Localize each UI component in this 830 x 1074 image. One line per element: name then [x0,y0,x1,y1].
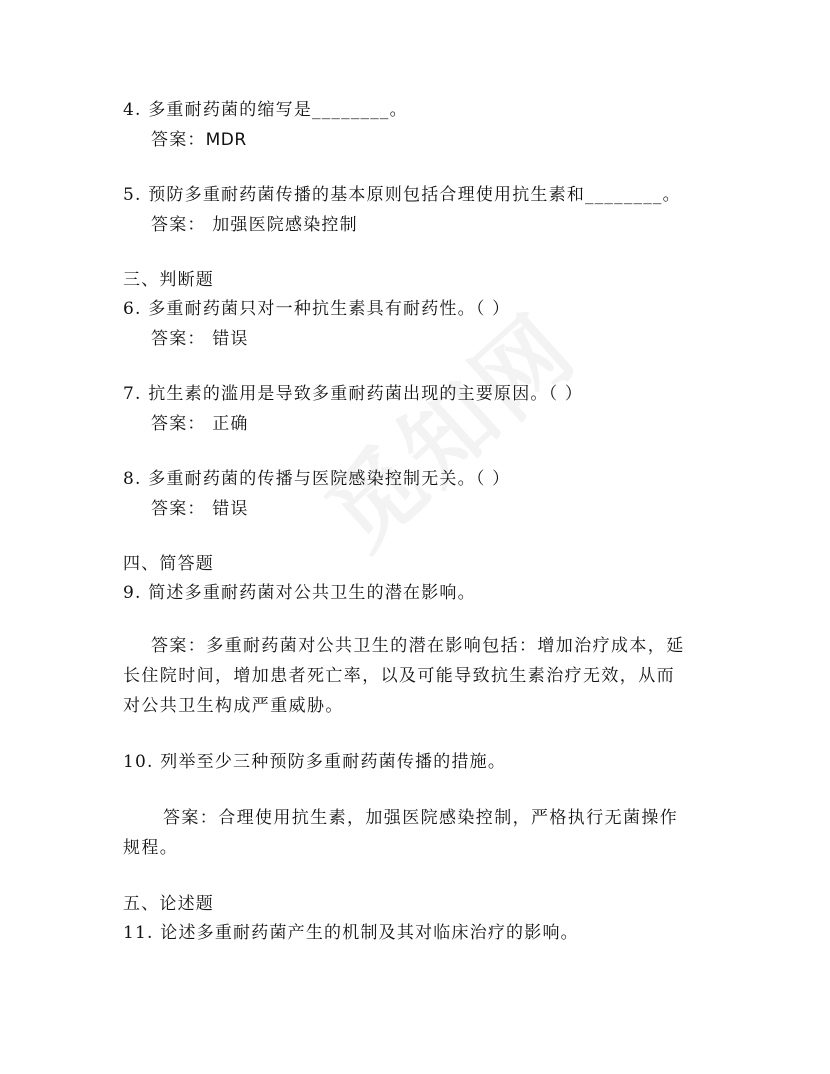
answer-9-text: 答案：多重耐药菌对公共卫生的潜在影响包括：增加治疗成本，延长住院时间，增加患者死亡率，以及可能导致抗生素治疗无效，从而对公共卫生构成严重威胁。 [123,636,685,716]
question-10: 10. 列举至少三种预防多重耐药菌传播的措施。 [123,752,507,772]
question-11: 11. 论述多重耐药菌产生的机制及其对临床治疗的影响。 [123,923,579,943]
watermark-logo [294,279,601,574]
answer-4 [151,129,247,151]
question-4: 4. 多重耐药菌的缩写是________。 [123,100,408,120]
answer-5: 答案： 加强医院感染控制 [151,215,358,235]
answer-10 [123,803,693,863]
answer-4-label: 答案： [151,130,206,150]
question-9: 9. 简述多重耐药菌对公共卫生的潜在影响。 [123,583,476,603]
answer-9 [123,631,693,721]
question-5: 5. 预防多重耐药菌传播的基本原则包括合理使用抗生素和________。 [123,185,681,205]
question-6: 6. 多重耐药菌只对一种抗生素具有耐药性。（ ） [123,299,511,319]
answer-7: 答案： 正确 [151,414,249,434]
answer-4-value: MDR [205,130,247,150]
section-heading-essay: 五、论述题 [123,894,214,914]
section-heading-short-answer: 四、简答题 [123,554,214,574]
section-heading-judgment: 三、判断题 [123,270,214,290]
question-8: 8. 多重耐药菌的传播与医院感染控制无关。（ ） [123,469,511,489]
answer-8: 答案： 错误 [151,499,249,519]
answer-6: 答案： 错误 [151,329,249,349]
question-7: 7. 抗生素的滥用是导致多重耐药菌出现的主要原因。（ ） [123,384,584,404]
answer-10-text: 答案：合理使用抗生素，加强医院感染控制，严格执行无菌操作规程。 [123,808,679,858]
